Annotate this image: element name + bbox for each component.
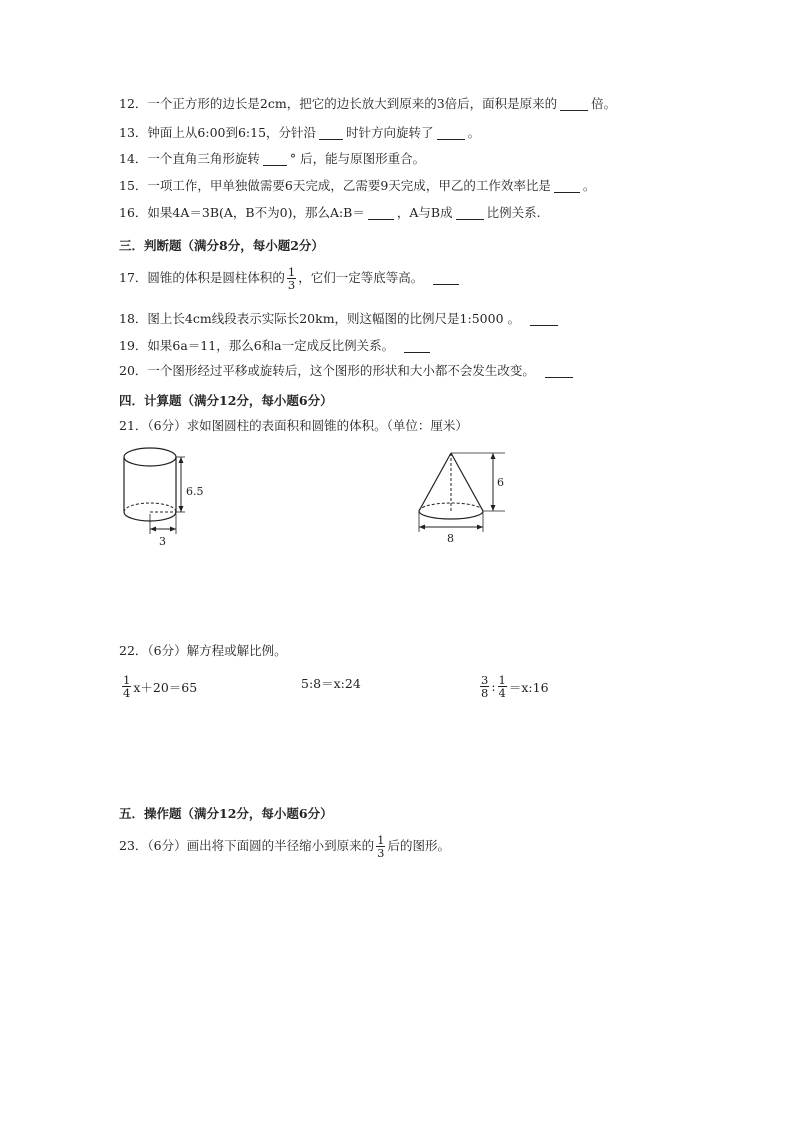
answer-blank[interactable] <box>404 340 430 353</box>
cone-slant-right <box>451 453 483 511</box>
answer-blank[interactable] <box>263 153 287 166</box>
question-23 <box>119 834 450 859</box>
question-13-mid: 时针方向旋转了 <box>346 125 434 141</box>
cylinder-base-back <box>124 503 176 512</box>
section-heading-calculation: 四．计算题（满分12分，每小题6分） <box>119 393 333 408</box>
equation-2 <box>301 674 361 692</box>
fraction <box>122 674 131 699</box>
question-15 <box>119 180 595 193</box>
fraction-numerator: 1 <box>123 673 131 687</box>
answer-blank[interactable] <box>368 207 394 220</box>
fraction <box>480 674 489 699</box>
question-23-text: 23．（6分）画出将下面圆的半径缩小到原来的 <box>119 838 375 854</box>
cone-diameter-label: 8 <box>447 532 454 545</box>
equation-2-text: 5:8＝x:24 <box>301 676 361 691</box>
equation-1 <box>120 674 197 699</box>
cylinder-radius-label: 3 <box>159 535 166 548</box>
section-heading-operation: 五．操作题（满分12分，每小题6分） <box>119 806 333 821</box>
question-14 <box>119 153 425 166</box>
question-16-text: 16．如果4A＝3B(A，B不为0)，那么A:B＝ <box>119 205 365 221</box>
equation-3-rest: ＝x:16 <box>508 679 549 695</box>
question-14-tail: ° 后，能与原图形重合。 <box>289 151 426 167</box>
cylinder-top <box>124 448 176 466</box>
answer-blank[interactable] <box>530 313 558 326</box>
question-20-text: 20．一个图形经过平移或旋转后，这个图形的形状和大小都不会发生改变。 <box>119 363 535 379</box>
cylinder-figure <box>115 440 225 550</box>
answer-blank[interactable] <box>433 272 459 285</box>
question-21-text: 21．（6分）求如图圆柱的表面积和圆锥的体积。（单位：厘米） <box>119 418 468 433</box>
fraction-numerator: 1 <box>377 833 385 847</box>
question-18-text: 18．图上长4cm线段表示实际长20km，则这幅图的比例尺是1:5000 。 <box>119 311 520 327</box>
section-heading-judgment: 三．判断题（满分8分，每小题2分） <box>119 238 324 253</box>
cone-slant-left <box>419 453 451 511</box>
fraction <box>287 266 296 291</box>
question-14-text: 14．一个直角三角形旋转 <box>119 151 260 167</box>
question-19 <box>119 340 433 353</box>
cylinder-height-label: 6.5 <box>186 485 204 498</box>
answer-blank[interactable] <box>456 207 484 220</box>
question-16 <box>119 207 541 220</box>
question-21 <box>119 420 468 433</box>
question-23-tail: 后的图形。 <box>387 838 450 854</box>
question-17-tail: ，它们一定等底等高。 <box>298 270 424 286</box>
question-13-text: 13．钟面上从6:00到6:15，分针沿 <box>119 125 317 141</box>
fraction <box>376 834 385 859</box>
fraction-denominator: 3 <box>377 846 385 861</box>
fraction-denominator: 3 <box>287 278 296 293</box>
cone-figure <box>413 448 513 548</box>
cone-height-label: 6 <box>497 476 504 489</box>
fraction-denominator: 4 <box>123 686 131 701</box>
question-15-tail: 。 <box>582 178 596 194</box>
question-12-tail: 倍。 <box>591 96 617 112</box>
question-15-text: 15．一项工作，甲单独做需要6天完成，乙需要9天完成，甲乙的工作效率比是 <box>119 178 551 194</box>
answer-blank[interactable] <box>545 365 573 378</box>
question-22-text: 22．（6分）解方程或解比例。 <box>119 643 287 658</box>
fraction-numerator: 1 <box>498 673 506 687</box>
fraction-denominator: 8 <box>481 686 489 701</box>
question-18 <box>119 313 561 326</box>
equation-1-rest: x＋20＝65 <box>133 679 198 695</box>
question-19-text: 19．如果6a＝11，那么6和a一定成反比例关系。 <box>119 338 395 354</box>
question-16-tail: 比例关系. <box>486 205 541 221</box>
question-17 <box>119 266 462 291</box>
question-17-text: 17．圆锥的体积是圆柱体积的 <box>119 270 285 286</box>
fraction-numerator: 1 <box>287 265 296 279</box>
answer-blank[interactable] <box>319 127 343 140</box>
fraction-numerator: 3 <box>481 673 489 687</box>
question-13-tail: 。 <box>467 125 481 141</box>
question-12 <box>119 98 616 111</box>
question-16-mid: ，A与B成 <box>396 205 453 221</box>
question-13 <box>119 127 480 140</box>
cone-base-front <box>419 511 483 519</box>
answer-blank[interactable] <box>554 180 580 193</box>
answer-blank[interactable] <box>437 127 465 140</box>
question-22 <box>119 645 287 658</box>
answer-blank[interactable] <box>560 98 588 111</box>
ratio-colon: : <box>491 679 496 695</box>
equation-3 <box>478 674 549 699</box>
fraction <box>498 674 507 699</box>
question-12-text: 12．一个正方形的边长是2cm，把它的边长放大到原来的3倍后，面积是原来的 <box>119 96 558 112</box>
question-20 <box>119 365 576 378</box>
fraction-denominator: 4 <box>498 686 506 701</box>
